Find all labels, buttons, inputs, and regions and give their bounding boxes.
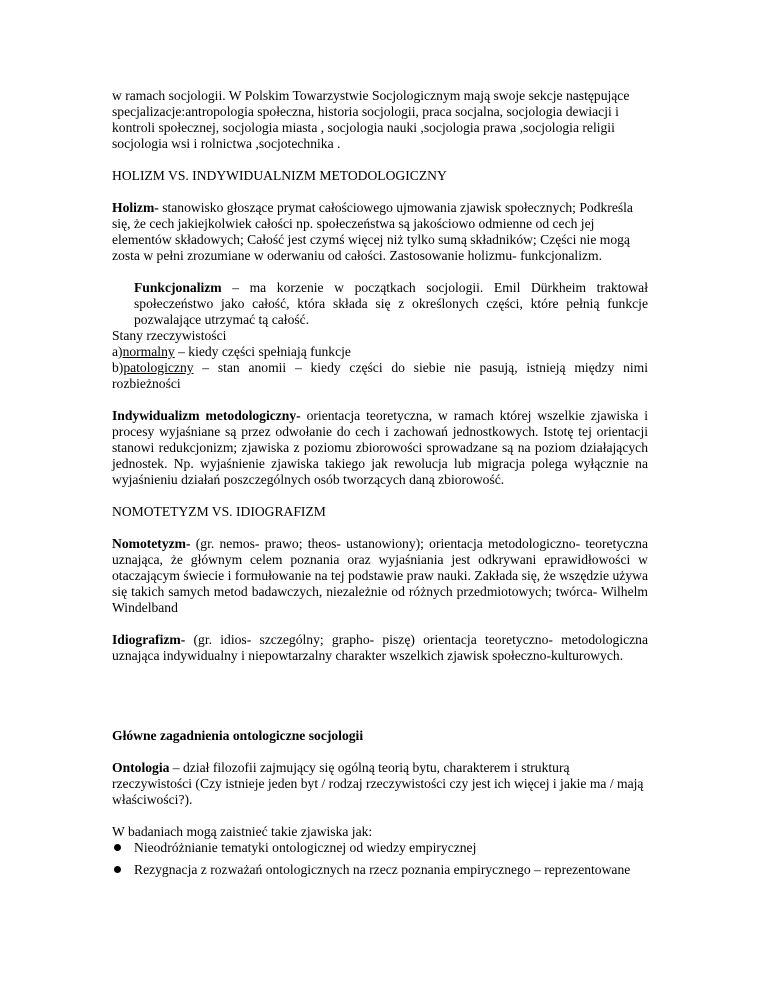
stany-a-prefix: a) <box>112 344 123 359</box>
bullet-icon <box>114 844 121 851</box>
ontologia-term: Ontologia <box>112 760 170 775</box>
indywidualizm-text: orientacja teoretyczna, w ramach której wszelkie zjawiska i procesy wyjaśniane są przez odwołanie do cech i zachowań jednostkowych. Istotę tej orientacji stanowi redukcjonizm; zjawiska z poziomu zbiorowości sprowadzane są na poziom działających jednostek. Np. wyjaśnienie zjawiska takiego jak rewolucja lub migracja polega wyłącznie na wyjaśnieniu działań poszczególnych osób tworzących daną zbiorowość. <box>112 408 648 487</box>
list-item <box>112 862 648 878</box>
indywidualizm-term: Indywidualizm metodologiczny- <box>112 408 301 423</box>
nomotetyzm-paragraph <box>112 536 648 616</box>
idiografizm-paragraph <box>112 632 648 664</box>
stany-a-text: – kiedy części spełniają funkcje <box>174 344 351 359</box>
indywidualizm-paragraph <box>112 408 648 488</box>
stany-b-term: patologiczny <box>123 360 194 375</box>
bullet-icon <box>114 866 121 873</box>
idiografizm-term: Idiografizm- <box>112 632 186 647</box>
heading-holizm: HOLIZM VS. INDYWIDUALNIZM METODOLOGICZNY <box>112 168 447 183</box>
nomotetyzm-text: (gr. nemos- prawo; theos- ustanowiony); orientacja metodologiczno- teoretyczna uznająca, że głównym celem poznania oraz wyjaśniania jest odkrywani eprawidłowości w otaczającym świecie i formułowanie na tej podstawie praw nauki. Zakłada się, że wszędzie używa się takich samych metod badawczych, niezależnie od różnych przedmiotowych; twórca- Wilhelm Windelband <box>112 536 648 615</box>
ontologia-text: – dział filozofii zajmujący się ogólną teorią bytu, charakterem i strukturą rzeczywistości (Czy istnieje jeden byt / rodzaj rzeczywistości czy jest ich więcej i jakie ma / mają właściwości?). <box>112 760 644 807</box>
stany-b-text: – stan anomii – kiedy części do siebie nie pasują, istnieją między nimi rozbieżności <box>112 360 648 391</box>
heading-ontologia <box>112 728 648 744</box>
document-page <box>112 88 648 884</box>
stany-label: Stany rzeczywistości <box>112 328 227 343</box>
stany-b-prefix: b) <box>112 360 124 375</box>
holizm-term: Holizm- <box>112 200 159 215</box>
stany-item-a <box>112 344 648 360</box>
funkcjonalizm-text: – ma korzenie w początkach socjologii. Emil Dürkheim traktował społeczeństwo jako całość, która składa się z określonych części, które pełnią funkcje pozwalające utrzymać tą całość. <box>134 280 648 327</box>
zjawiska-intro: W badaniach mogą zaistnieć takie zjawiska jak: <box>112 824 373 839</box>
zjawiska-list <box>112 840 648 878</box>
stany-item-b <box>112 360 648 392</box>
intro-paragraph: w ramach socjologii. W Polskim Towarzystwie Socjologicznym mają swoje sekcje następujące specjalizacje:antropologia społeczna, historia socjologii, praca socjalna, socjologia dewiacji i kontroli społecznej, socjologia miasta , socjologia nauki ,socjologia prawa ,socjologia religii socjologia wsi i rolnictwa ,socjotechnika . <box>112 88 630 151</box>
holizm-text: stanowisko głoszące prymat całościowego ujmowania zjawisk społecznych; Podkreśla się, że cech jakiejkolwiek całości np. społeczeństwa są jakościowo odmienne od cech jej elementów składowych; Całość jest czymś więcej niż tylko sumą składników; Części nie mogą zosta w pełni zrozumiane w oderwaniu od całości. Zastosowanie holizmu- funkcjonalizm. <box>112 200 633 263</box>
ontologia-paragraph <box>112 760 648 808</box>
list-item <box>112 840 648 856</box>
holizm-paragraph <box>112 200 648 264</box>
funkcjonalizm-term: Funkcjonalizm <box>134 280 222 295</box>
idiografizm-text: (gr. idios- szczególny; grapho- piszę) orientacja teoretyczno- metodologiczna uznająca indywidualny i niepowtarzalny charakter wszelkich zjawisk społeczno-kulturowych. <box>112 632 648 663</box>
stany-a-term: normalny <box>122 344 175 359</box>
heading-nomotetyzm: NOMOTETYZM VS. IDIOGRAFIZM <box>112 504 326 519</box>
list-item-text: Nieodróżnianie tematyki ontologicznej od wiedzy empirycznej <box>134 840 477 855</box>
list-item-text: Rezygnacja z rozważań ontologicznych na rzecz poznania empirycznego – reprezentowane <box>134 862 631 877</box>
nomotetyzm-term: Nomotetyzm- <box>112 536 191 551</box>
heading-ontologia-text: Główne zagadnienia ontologiczne socjologii <box>112 728 364 743</box>
funkcjonalizm-paragraph <box>134 280 648 328</box>
